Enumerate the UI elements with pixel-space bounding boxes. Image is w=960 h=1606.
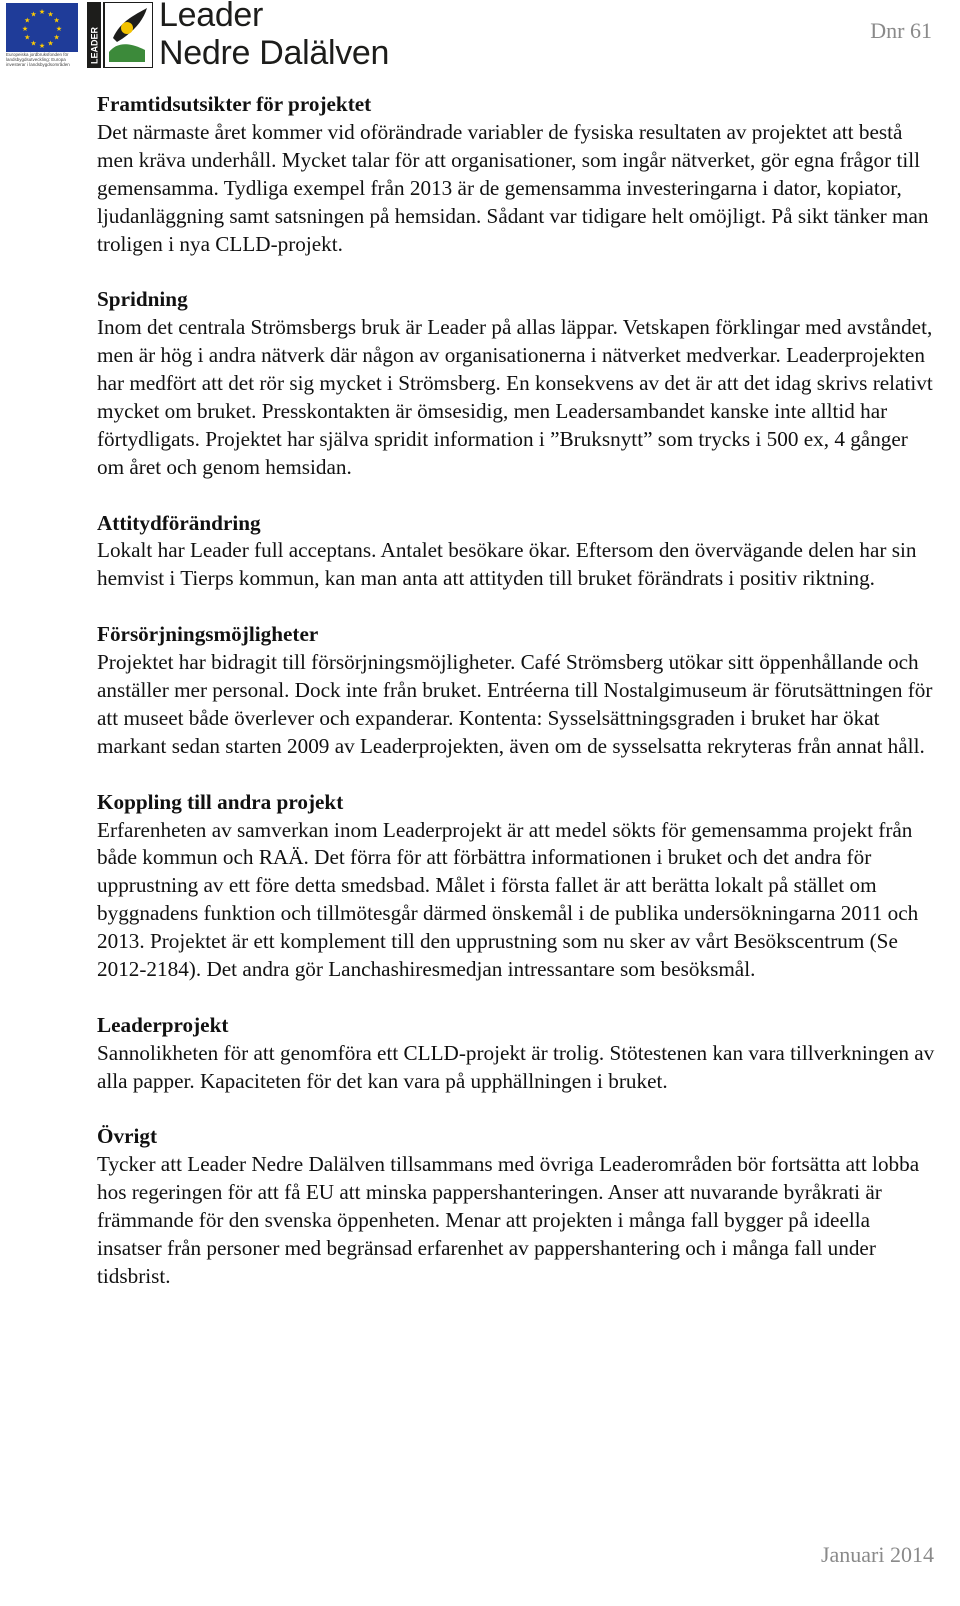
section-paragraph: Projektet har bidragit till försörjningsmöjligheter. Café Strömsberg utökar sitt öppenhållande och anställer mer personal. Dock inte från bruket. Entréerna till Nostalgimuseum är förutsättningen för att museet både överlever och expanderar. Kontenta: Sysselsättningsgraden i bruket har ökat markant sedan starten 2009 av Leaderprojekten, även om de sysselsatta rekryteras från annat håll.: [97, 650, 933, 758]
section-paragraph: Det närmaste året kommer vid oförändrade variabler de fysiska resultaten av projektet att bestå men kräva underhåll. Mycket talar för att organisationer, som ingår nätverket, gör egna frågor till gemensamma. Tydliga exempel från 2013 är de gemensamma investeringarna i dator, kopiator, ljudanläggning samt satsningen på hemsidan. Sådant var tidigare helt omöjligt. På sikt tänker man troligen i nya CLLD-projekt.: [97, 119, 929, 256]
eu-fund-caption: Europeiska jordbruksfonden för landsbygdsutveckling: Europa investerar i landsbygdsområden: [6, 52, 70, 67]
section-paragraph: Lokalt har Leader full acceptans. Antalet besökare ökar. Eftersom den övervägande delen har sin hemvist i Tierps kommun, kan man anta att attityden till bruket förändrats i positiv riktning.: [97, 538, 917, 591]
section-paragraph: Erfarenheten av samverkan inom Leaderprojekt är att medel sökts för gemensamma projekt från både kommun och RAÄ. Det förra för att förbättra informationen i bruket och det andra för upprustning av ett före detta smedsbad. Målet i första fallet är att berätta lokalt på stället om byggnadens funktion och tillmötesgår därmed önskemål i de publika undersökningarna 2011 och 2013. Projektet är ett komplement till den upprustning som nu sker av vårt Besökscentrum (Se 2012-2184). Det andra gör Lanchashiresmedjan intressantare som besöksmål.: [97, 817, 919, 982]
section-heading: Försörjningsmöjligheter: [97, 622, 319, 647]
section-heading: Framtidsutsikter för projektet: [97, 92, 372, 116]
section-framtidsutsikter: [97, 91, 937, 258]
svg-text:★: ★: [53, 16, 60, 25]
section-attitydforandring: [97, 510, 937, 594]
leader-logo-title: Leader: [159, 0, 264, 34]
svg-text:★: ★: [47, 39, 54, 48]
leader-logo-subtitle: Nedre Dalälven: [159, 34, 390, 72]
document-body: [97, 91, 937, 1319]
section-heading: Spridning: [97, 287, 188, 312]
svg-text:★: ★: [21, 25, 29, 33]
svg-text:★: ★: [38, 8, 46, 16]
section-leaderprojekt: [97, 1012, 937, 1096]
footer-date: Januari 2014: [820, 1542, 934, 1567]
section-paragraph: Inom det centrala Strömsbergs bruk är Leader på allas läppar. Vetskapen förklingar med avståndet, men är hög i andra nätverk där någon av organisationerna i nätverket medverkar. Leaderprojekten har medfört att det rör sig mycket i Strömsberg. En konsekvens av det är att det idag skrivs relativt mycket om bruket. Presskontakten är ömsesidig, men Leadersambandet kanske inte alltid har förtydligats. Projektet har själva spridit information i ”Bruksnytt” som trycks i 500 ex, 4 gånger om året och genom hemsidan.: [97, 315, 933, 479]
document-number: Dnr 61: [870, 18, 932, 43]
section-heading: Övrigt: [97, 1124, 158, 1149]
page-header: [0, 0, 960, 80]
section-paragraph: Tycker att Leader Nedre Dalälven tillsammans med övriga Leaderområden bör fortsätta att lobba hos regeringen för att få EU att minska pappershanteringen. Anser att nuvarande byråkrati är främmande för den svenska öppenheten. Menar att projekten i många fall bygger på ideella insatser från personer med begränsad erfarenhet av pappershantering och i många fall under tidsbrist.: [97, 1152, 920, 1288]
svg-text:★: ★: [30, 39, 37, 48]
section-forsorjningsmojligheter: [97, 621, 937, 761]
section-paragraph: Sannolikheten för att genomföra ett CLLD-projekt är trolig. Stötestenen kan vara tillverkningen av alla papper. Kapaciteten för det kan vara på upphällningen i bruket.: [97, 1040, 935, 1093]
section-heading: Attitydförändring: [97, 510, 261, 535]
section-koppling: [97, 789, 937, 984]
section-ovrigt: [97, 1123, 937, 1290]
svg-text:★: ★: [30, 10, 37, 19]
leader-logo-mark: [87, 2, 153, 68]
svg-text:★: ★: [24, 16, 31, 25]
leader-vertical-text: LEADER: [89, 26, 100, 64]
svg-text:★: ★: [55, 25, 63, 33]
eu-flag-logo: [6, 3, 78, 52]
section-spridning: [97, 286, 937, 481]
svg-text:★: ★: [47, 10, 54, 19]
svg-text:★: ★: [24, 33, 31, 42]
section-heading: Koppling till andra projekt: [97, 789, 344, 814]
section-heading: Leaderprojekt: [97, 1012, 229, 1037]
svg-text:★: ★: [53, 33, 60, 42]
svg-text:★: ★: [38, 42, 46, 50]
